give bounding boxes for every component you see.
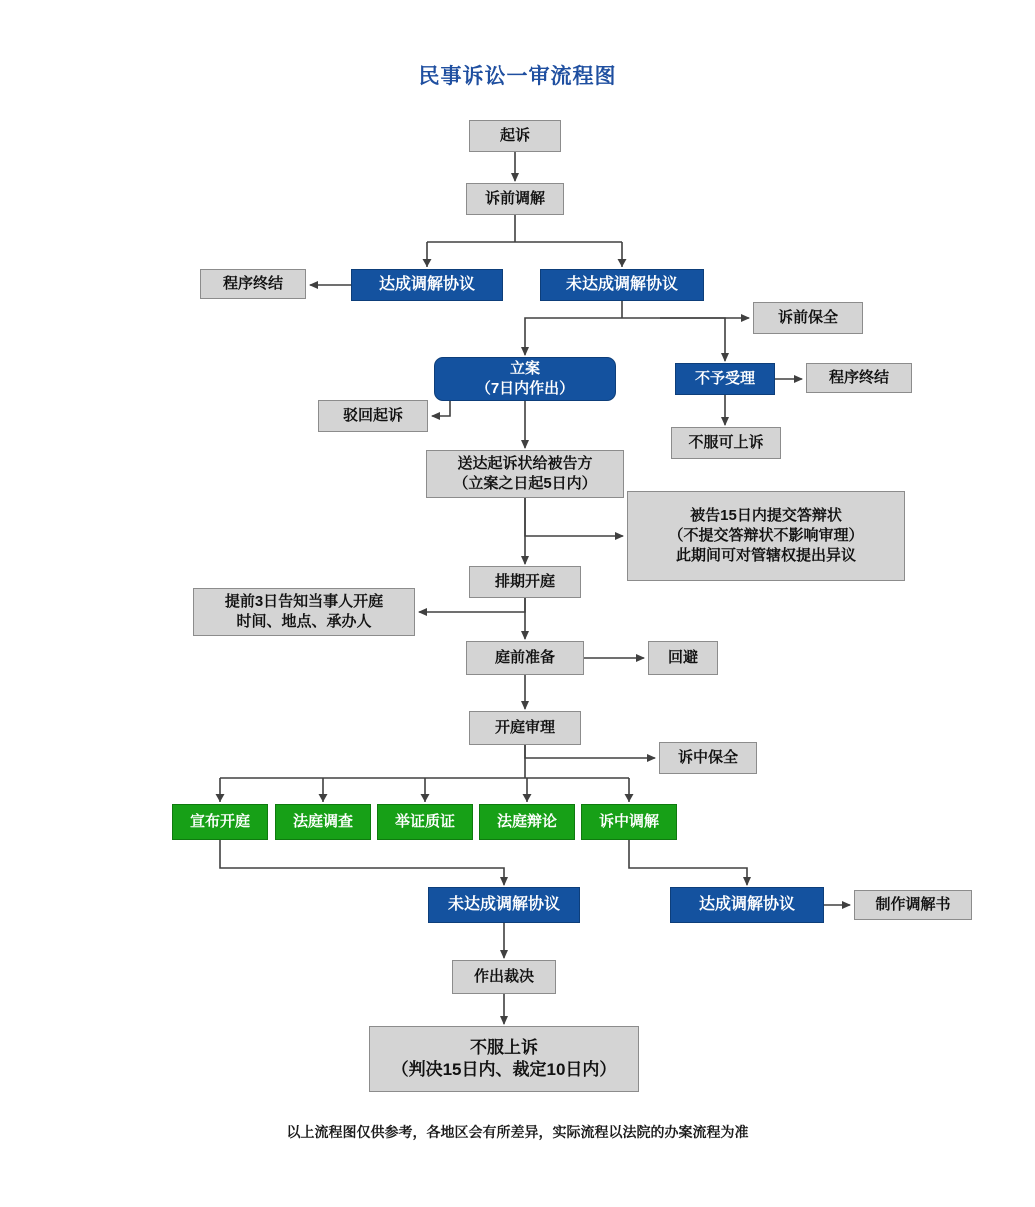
connector-e-lian-bohui — [432, 401, 450, 416]
node-label: 此期间可对管辖权提出异议 — [675, 546, 856, 564]
connector-e-songda-dabian — [525, 498, 623, 536]
node-dacheng2 — [670, 887, 824, 923]
node-suqianbq — [753, 302, 863, 334]
connector-arrowhead — [625, 794, 634, 802]
node-weidacheng1 — [540, 269, 704, 301]
node-juzheng — [377, 804, 473, 840]
node-bianlun — [479, 804, 575, 840]
connector-e-weidacheng1-buyu — [660, 318, 725, 361]
node-label: 庭前准备 — [494, 649, 555, 667]
node-label: 被告15日内提交答辩状 — [690, 507, 842, 525]
connector-arrowhead — [523, 794, 532, 802]
node-dabianzhuang — [627, 491, 905, 581]
node-lian — [434, 357, 616, 401]
node-label: 不予受理 — [694, 370, 755, 388]
node-label: 达成调解协议 — [378, 276, 475, 294]
node-label: 排期开庭 — [494, 573, 555, 591]
node-label: 达成调解协议 — [698, 896, 795, 914]
node-label: 宣布开庭 — [189, 813, 250, 831]
node-label: 回避 — [667, 649, 698, 667]
node-label: 法庭调查 — [292, 813, 353, 831]
node-label: 诉中保全 — [677, 749, 738, 767]
node-label: 开庭审理 — [494, 719, 555, 737]
node-kaiting — [469, 711, 581, 745]
node-caijue — [452, 960, 556, 994]
node-label: 未达成调解协议 — [447, 896, 560, 914]
node-label: （7日内作出） — [475, 380, 575, 397]
node-label: 举证质证 — [394, 813, 455, 831]
connector-arrowhead — [216, 794, 225, 802]
node-label: （判决15日内、裁定10日内） — [391, 1060, 617, 1079]
node-label: 诉中调解 — [598, 813, 659, 831]
node-label: （不提交答辩状不影响审理） — [668, 527, 864, 545]
node-bufushang — [369, 1026, 639, 1092]
node-zhizuo — [854, 890, 972, 920]
connector-e-suzhong-dacheng2 — [629, 840, 747, 885]
connector-arrowhead — [319, 794, 328, 802]
node-label: 时间、地点、承办人 — [236, 613, 372, 630]
node-label: 程序终结 — [828, 369, 889, 387]
node-fatingdc — [275, 804, 371, 840]
connector-e-kaiting-suzhong — [525, 745, 655, 758]
node-chengxu2 — [806, 363, 912, 393]
node-tiqian3 — [193, 588, 415, 636]
node-huibi — [648, 641, 718, 675]
node-susqian — [466, 183, 564, 215]
node-label: 驳回起诉 — [342, 407, 403, 425]
node-suzhongtj — [581, 804, 677, 840]
node-tingqian — [466, 641, 584, 675]
node-label: 未达成调解协议 — [565, 276, 678, 294]
connector-e-xuanbu-join — [220, 840, 504, 885]
node-label: 提前3日告知当事人开庭 — [224, 593, 384, 611]
node-label: 不服可上诉 — [688, 434, 764, 452]
node-label: 诉前保全 — [777, 309, 838, 327]
node-buyushouli — [675, 363, 775, 395]
node-label: 法庭辩论 — [496, 813, 557, 831]
connector-e-paiqi-tiqian — [419, 598, 525, 612]
node-paiqi — [469, 566, 581, 598]
node-bohui — [318, 400, 428, 432]
node-bufu1 — [671, 427, 781, 459]
page-title: 民事诉讼一审流程图 — [418, 65, 617, 88]
node-label: 起诉 — [499, 127, 530, 145]
connector-e-susqian-split — [427, 215, 622, 267]
connector-arrowhead — [421, 794, 430, 802]
node-label: 立案 — [509, 360, 540, 378]
node-songda — [426, 450, 624, 498]
node-chengxu1 — [200, 269, 306, 299]
connector-e-weidacheng1-lian — [525, 318, 622, 355]
connector-arrowhead — [423, 259, 432, 267]
node-label: 不服上诉 — [470, 1037, 538, 1057]
node-label: 制作调解书 — [875, 896, 951, 914]
connector-arrowhead — [618, 259, 627, 267]
node-dacheng1 — [351, 269, 503, 301]
node-qisu — [469, 120, 561, 152]
node-suzhongbq — [659, 742, 757, 774]
node-label: 作出裁决 — [473, 968, 534, 986]
node-label: （立案之日起5日内） — [453, 475, 597, 492]
node-weidacheng2 — [428, 887, 580, 923]
node-label: 程序终结 — [222, 275, 283, 293]
node-xuanbu — [172, 804, 268, 840]
node-label: 诉前调解 — [484, 190, 545, 208]
connector-e-kaiting-fan — [220, 745, 629, 802]
footnote-text: 以上流程图仅供参考，各地区会有所差异，实际流程以法院的办案流程为准 — [286, 1124, 749, 1140]
node-label: 送达起诉状给被告方 — [457, 455, 593, 473]
